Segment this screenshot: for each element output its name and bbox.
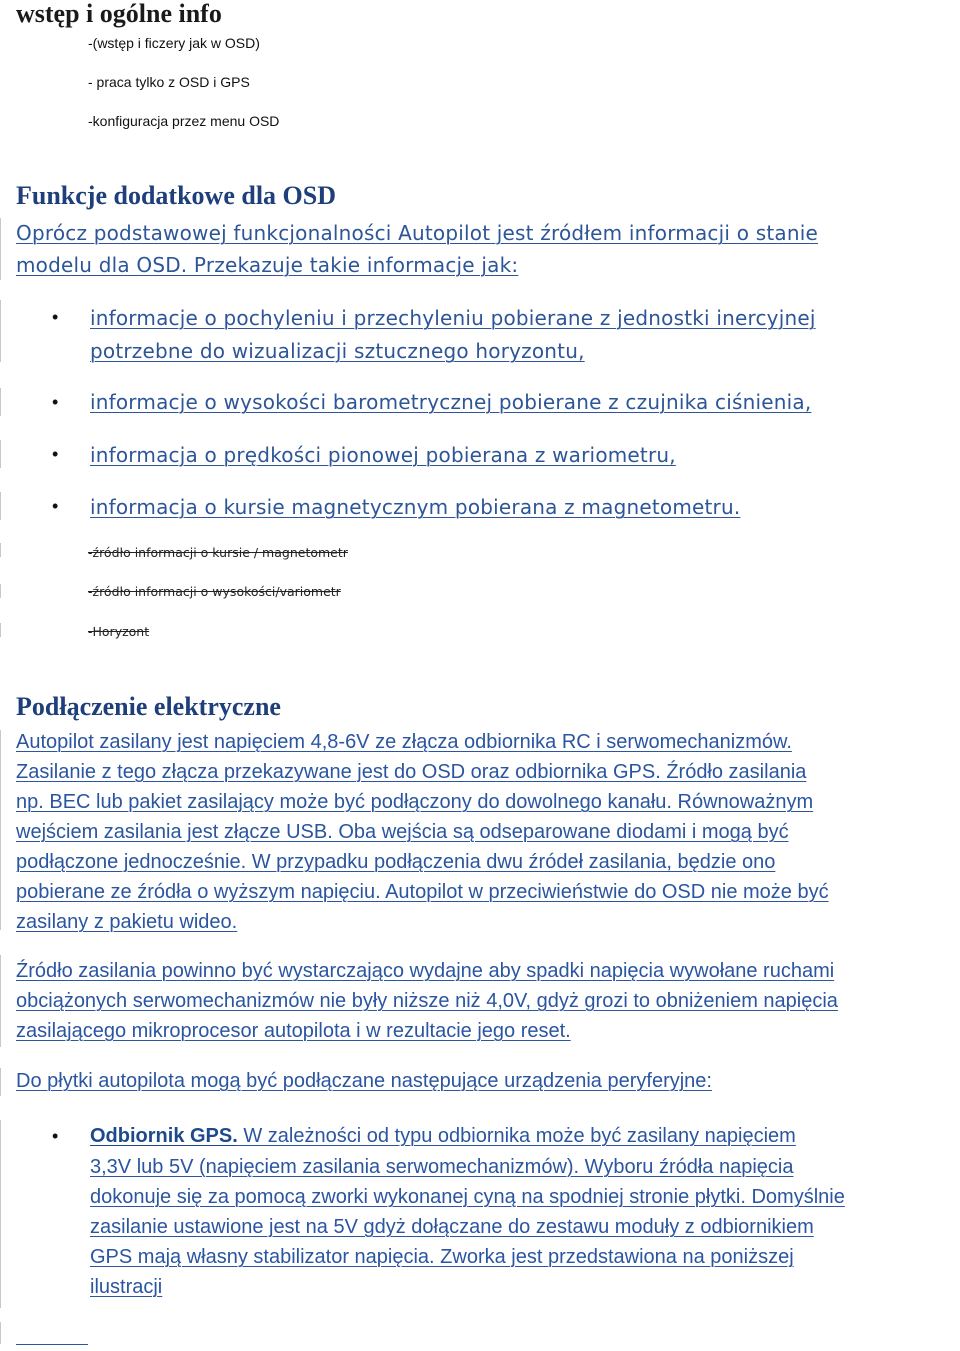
gps-line: zasilanie ustawione jest na 5V gdyż dołączane do zestawu moduły z odbiornikiem xyxy=(90,1216,814,1238)
paragraph-fragment: modelu dla OSD. Przekazuje takie informacje jak: xyxy=(16,253,519,277)
gps-line: GPS mają własny stabilizator napięcia. Zworka jest przedstawiona na poniższej xyxy=(90,1246,794,1268)
bullet-line: informacje o wysokości barometrycznej pobierane z czujnika ciśnienia, xyxy=(90,390,812,414)
section-heading: Podłączenie elektryczne xyxy=(16,692,281,721)
note-line: -konfiguracja przez menu OSD xyxy=(88,113,280,129)
bullet-marker: • xyxy=(52,444,59,464)
trailing-rule xyxy=(16,1344,88,1345)
margin-bar xyxy=(0,623,1,637)
bullet-marker: • xyxy=(52,392,59,412)
gps-text: W zależności od typu odbiornika może być zasilany napięciem xyxy=(237,1125,796,1147)
bullet-line: informacja o kursie magnetycznym pobierana z magnetometru. xyxy=(90,495,741,519)
gps-line: dokonuje się za pomocą zworki wykonanej cyną na spodniej stronie płytki. Domyślnie xyxy=(90,1186,845,1208)
margin-bar xyxy=(0,730,1,930)
paragraph-line xyxy=(16,253,518,277)
paragraph-line: Oprócz podstawowej funkcjonalności Autopilot jest źródłem informacji o stanie xyxy=(16,221,818,245)
bullet-line: potrzebne do wizualizacji sztucznego horyzontu, xyxy=(90,339,585,363)
paragraph-line: zasilany z pakietu wideo. xyxy=(16,911,238,933)
note-line: - praca tylko z OSD i GPS xyxy=(88,74,250,90)
struck-note: -źródło informacji o kursie / magnetometr xyxy=(88,545,348,560)
paragraph-line: zasilającego mikroprocesor autopilota i w rezultacie jego reset. xyxy=(16,1020,571,1042)
bullet-marker: • xyxy=(52,307,59,327)
margin-bar xyxy=(0,388,1,416)
margin-bar xyxy=(0,492,1,520)
paragraph-line: Źródło zasilania powinno być wystarczająco wydajne aby spadki napięcia wywołane ruchami xyxy=(16,960,835,982)
gps-line: ilustracji xyxy=(90,1276,163,1298)
bullet-line: informacje o pochyleniu i przechyleniu pobierane z jednostki inercyjnej xyxy=(90,306,816,330)
margin-bar xyxy=(0,1120,1,1308)
margin-bar xyxy=(0,440,1,468)
bullet-marker: • xyxy=(52,496,59,516)
paragraph-line: wejściem zasilania jest złącze USB. Oba wejścia są odseparowane diodami i mogą być xyxy=(16,821,789,843)
margin-bar xyxy=(0,955,1,1047)
section-heading: wstęp i ogólne info xyxy=(16,0,222,28)
margin-bar xyxy=(0,543,1,557)
bullet-line: informacja o prędkości pionowej pobierana z wariometru, xyxy=(90,443,676,467)
paragraph-line: Autopilot zasilany jest napięciem 4,8-6V ze złącza odbiornika RC i serwomechanizmów. xyxy=(16,731,792,753)
margin-bar xyxy=(0,1322,1,1344)
paragraph-line: podłączone jednocześnie. W przypadku podłączenia dwu źródeł zasilania, będzie ono xyxy=(16,851,776,873)
paragraph-line: np. BEC lub pakiet zasilający może być podłączony do dowolnego kanału. Równoważnym xyxy=(16,791,814,813)
margin-bar xyxy=(0,1068,1,1096)
gps-line: 3,3V lub 5V (napięciem zasilania serwomechanizmów). Wyboru źródła napięcia xyxy=(90,1156,794,1178)
paragraph-line: obciążonych serwomechanizmów nie były niższe niż 4,0V, gdyż grozi to obniżeniem napięcia xyxy=(16,990,838,1012)
bullet-marker: • xyxy=(52,1126,59,1146)
margin-bar xyxy=(0,300,1,362)
note-line: -(wstęp i ficzery jak w OSD) xyxy=(88,35,260,51)
gps-title: Odbiornik GPS. xyxy=(90,1125,238,1147)
gps-line xyxy=(90,1125,796,1148)
margin-bar xyxy=(0,584,1,598)
margin-bar xyxy=(0,218,1,280)
paragraph-line: Zasilanie z tego złącza przekazywane jest do OSD oraz odbiornika GPS. Źródło zasilania xyxy=(16,761,807,783)
section-heading: Funkcje dodatkowe dla OSD xyxy=(16,181,336,210)
struck-note: -Horyzont xyxy=(88,624,150,639)
paragraph-line: Do płytki autopilota mogą być podłączane następujące urządzenia peryferyjne: xyxy=(16,1070,712,1092)
paragraph-line: pobierane ze źródła o wyższym napięciu. Autopilot w przeciwieństwie do OSD nie może być xyxy=(16,881,829,903)
struck-note: -źródło informacji o wysokości/variometr xyxy=(88,584,341,599)
